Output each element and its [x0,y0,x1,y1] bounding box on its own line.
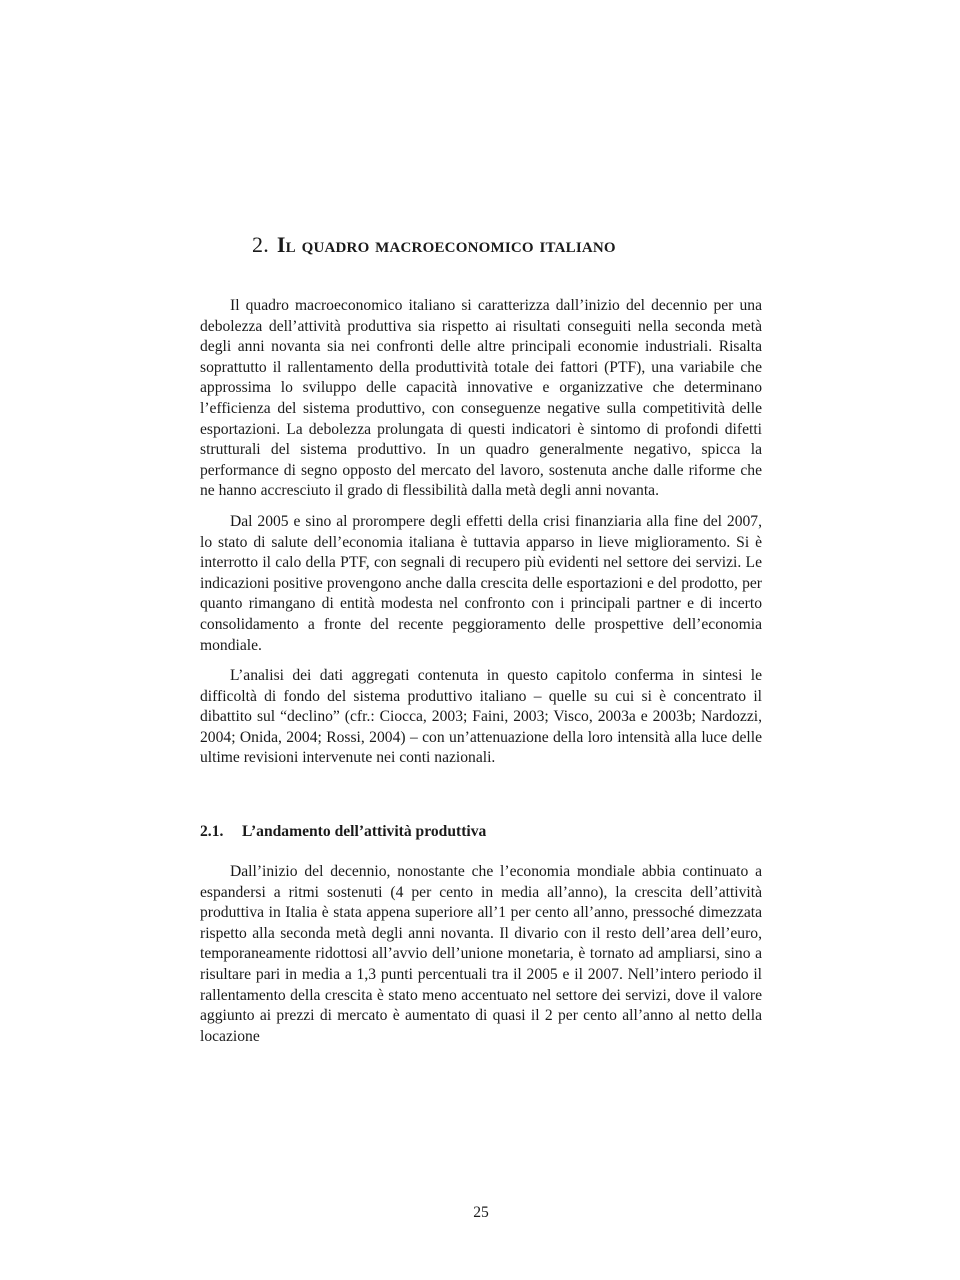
chapter-title-text: Il quadro macroeconomico italiano [276,232,616,257]
paragraph: Il quadro macroeconomico italiano si caratterizza dall’inizio del decennio per una debolezza dell’attività produttiva sia rispetto ai risultati conseguiti nella seconda metà degli anni novanta sia nei confronti delle altre principali economie industriali. Risalta soprattutto il rallentamento della produttività totale dei fattori (PTF), una variabile che approssima lo sviluppo delle capacità innovative e organizzative che determinano l’efficienza del sistema produttivo, con conseguenze negative sulla competitività delle esportazioni. La debolezza prolungata di questi indicatori è sintomo di profondi difetti strutturali del sistema produttivo. In un quadro generalmente negativo, spicca la performance di segno opposto del mercato del lavoro, sostenuta anche dalle riforme che ne hanno accresciuto il grado di flessibilità dalla metà degli anni novanta. [200,297,762,500]
chapter-number: 2. [252,232,269,257]
page-number: 25 [473,1204,489,1221]
section-text [200,862,762,1057]
section-number: 2.1. [200,823,224,840]
intro-text [200,296,762,779]
paragraph: Dall’inizio del decennio, nonostante che l’economia mondiale abbia continuato a espandersi a ritmi sostenuti (4 per cento in media all’anno), la crescita dell’attività produttiva in Italia è stata appena superiore all’1 per cento all’anno, pressoché dimezzata rispetto alla seconda metà degli anni novanta. Il divario con il resto dell’area dell’euro, temporaneamente ridottosi all’avvio dell’unione monetaria, è tornato ad ampliarsi, sino a risultare pari in media a 1,3 punti percentuali tra il 2005 e il 2007. Nell’intero periodo il rallentamento della crescita è stato meno accentuato nel settore dei servizi, dove il valore aggiunto ai prezzi di mercato è aumentato di quasi il 2 per cento all’anno al netto della locazione [200,863,762,1045]
document-page [200,0,762,1280]
section-title-text: L’andamento dell’attività produttiva [242,823,487,840]
paragraph: Dal 2005 e sino al prorompere degli effetti della crisi finanziaria alla fine del 2007, lo stato di salute dell’economia italiana è tuttavia apparso in lieve miglioramento. Si è interrotto il calo della PTF, con segnali di recupero più evidenti nel settore dei servizi. Le indicazioni positive provengono anche dalla crescita delle esportazioni e del prodotto, per quanto rimangano di entità modesta nel confronto con i principali partner e di incerto consolidamento a fronte del recente peggioramento delle prospettive dell’economia mondiale. [200,512,762,654]
chapter-title [252,232,616,258]
paragraph: L’analisi dei dati aggregati contenuta in questo capitolo conferma in sintesi le difficoltà di fondo del sistema produttivo italiano – quelle su cui si è concentrato il dibattito sul “declino” (cfr.: Ciocca, 2003; Faini, 2003; Visco, 2003a e 2003b; Nardozzi, 2004; Onida, 2004; Rossi, 2004) – con un’attenuazione della loro intensità alla luce delle ultime revisioni intervenute nei conti nazionali. [200,667,762,767]
section-heading [200,823,486,841]
